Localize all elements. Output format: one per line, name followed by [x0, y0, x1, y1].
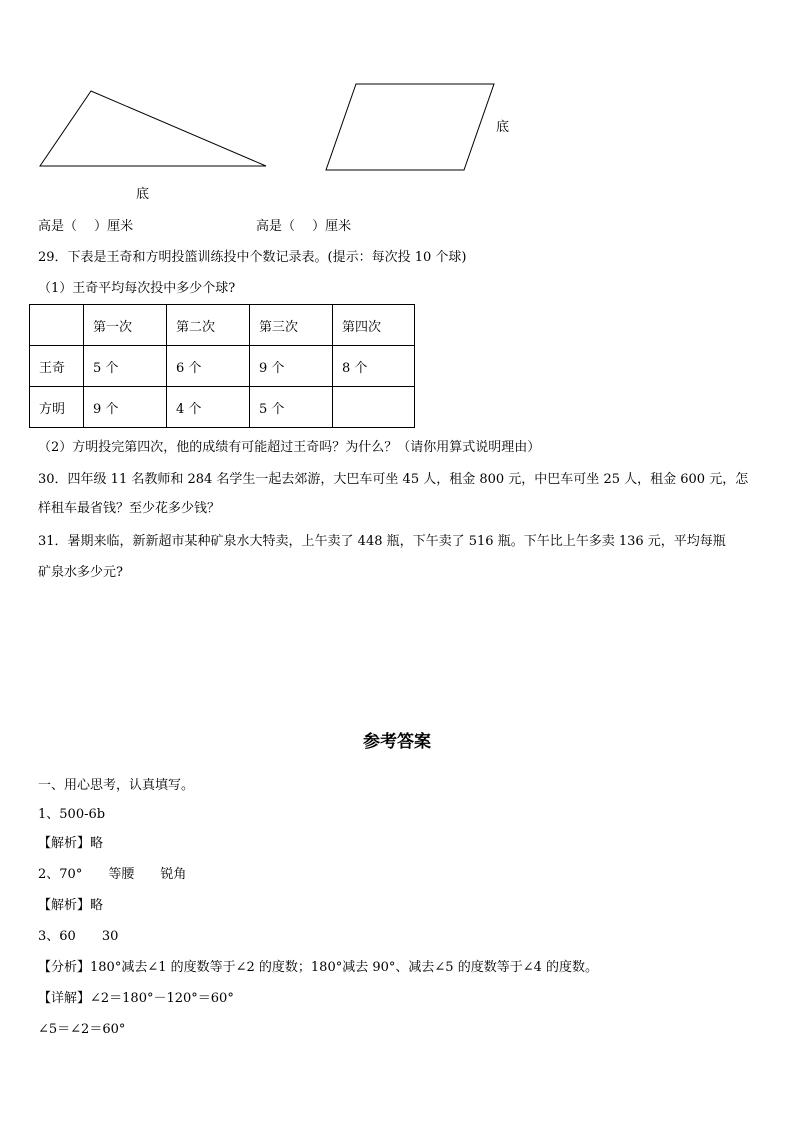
answer-2-note: 【解析】略 [38, 898, 104, 913]
triangle-height-blank: 高是（ ）厘米 [38, 219, 134, 234]
triangle-base-label: 底 [136, 187, 150, 202]
table-header-row [30, 305, 415, 346]
answers-title: 参考答案 [363, 732, 431, 752]
table-cell: 9 个 [250, 346, 333, 387]
geometry-figures [0, 0, 794, 240]
question-30-line-1: 30．四年级 11 名教师和 284 名学生一起去郊游，大巴车可坐 45 人，租金 800 元，中巴车可坐 25 人，租金 600 元，怎 [38, 472, 749, 487]
question-29-part-1: （1）王奇平均每次投中多少个球? [38, 281, 236, 296]
table-header-cell: 第三次 [250, 305, 333, 346]
table-cell: 5 个 [84, 346, 167, 387]
table-header-cell: 第二次 [167, 305, 250, 346]
table-header-cell: 第一次 [84, 305, 167, 346]
answer-1-note: 【解析】略 [38, 836, 104, 851]
table-row [30, 346, 415, 387]
parallelogram-height-blank: 高是（ ）厘米 [256, 219, 352, 234]
table-row [30, 387, 415, 428]
question-29: 29．下表是王奇和方明投篮训练投中个数记录表。(提示：每次投 10 个球) [38, 250, 467, 265]
answer-3-detail-2: ∠5＝∠2＝60° [38, 1022, 126, 1037]
table-header-cell: 第四次 [333, 305, 415, 346]
answer-1: 1、500-6b [38, 807, 106, 822]
table-cell: 6 个 [167, 346, 250, 387]
answer-3-detail: 【详解】∠2＝180°－120°＝60° [38, 991, 234, 1006]
row-name-cell: 方明 [30, 387, 84, 428]
question-29-part-2: （2）方明投完第四次，他的成绩有可能超过王奇吗？为什么？（请你用算式说明理由） [38, 440, 541, 455]
table-cell [333, 387, 415, 428]
row-name-cell: 王奇 [30, 346, 84, 387]
parallelogram-base-label: 底 [496, 120, 510, 135]
answer-3: 3、60 30 [38, 929, 119, 944]
answer-2: 2、70° 等腰 锐角 [38, 867, 187, 882]
answer-3-analysis: 【分析】180°减去∠1 的度数等于∠2 的度数；180°减去 90°、减去∠5 的度数等于∠4 的度数。 [38, 960, 598, 975]
triangle-figure [40, 91, 266, 166]
answers-section-heading: 一、用心思考，认真填写。 [38, 778, 195, 793]
table-cell: 4 个 [167, 387, 250, 428]
shooting-record-table [29, 304, 415, 428]
table-cell: 8 个 [333, 346, 415, 387]
table-header-cell [30, 305, 84, 346]
question-31-line-2: 矿泉水多少元? [38, 565, 123, 580]
question-31-line-1: 31．暑期来临，新新超市某种矿泉水大特卖，上午卖了 448 瓶，下午卖了 516 瓶。下午比上午多卖 136 元，平均每瓶 [38, 534, 726, 549]
question-30-line-2: 样租车最省钱？至少花多少钱？ [38, 501, 221, 516]
table-cell: 9 个 [84, 387, 167, 428]
parallelogram-figure [326, 84, 494, 170]
table-cell: 5 个 [250, 387, 333, 428]
